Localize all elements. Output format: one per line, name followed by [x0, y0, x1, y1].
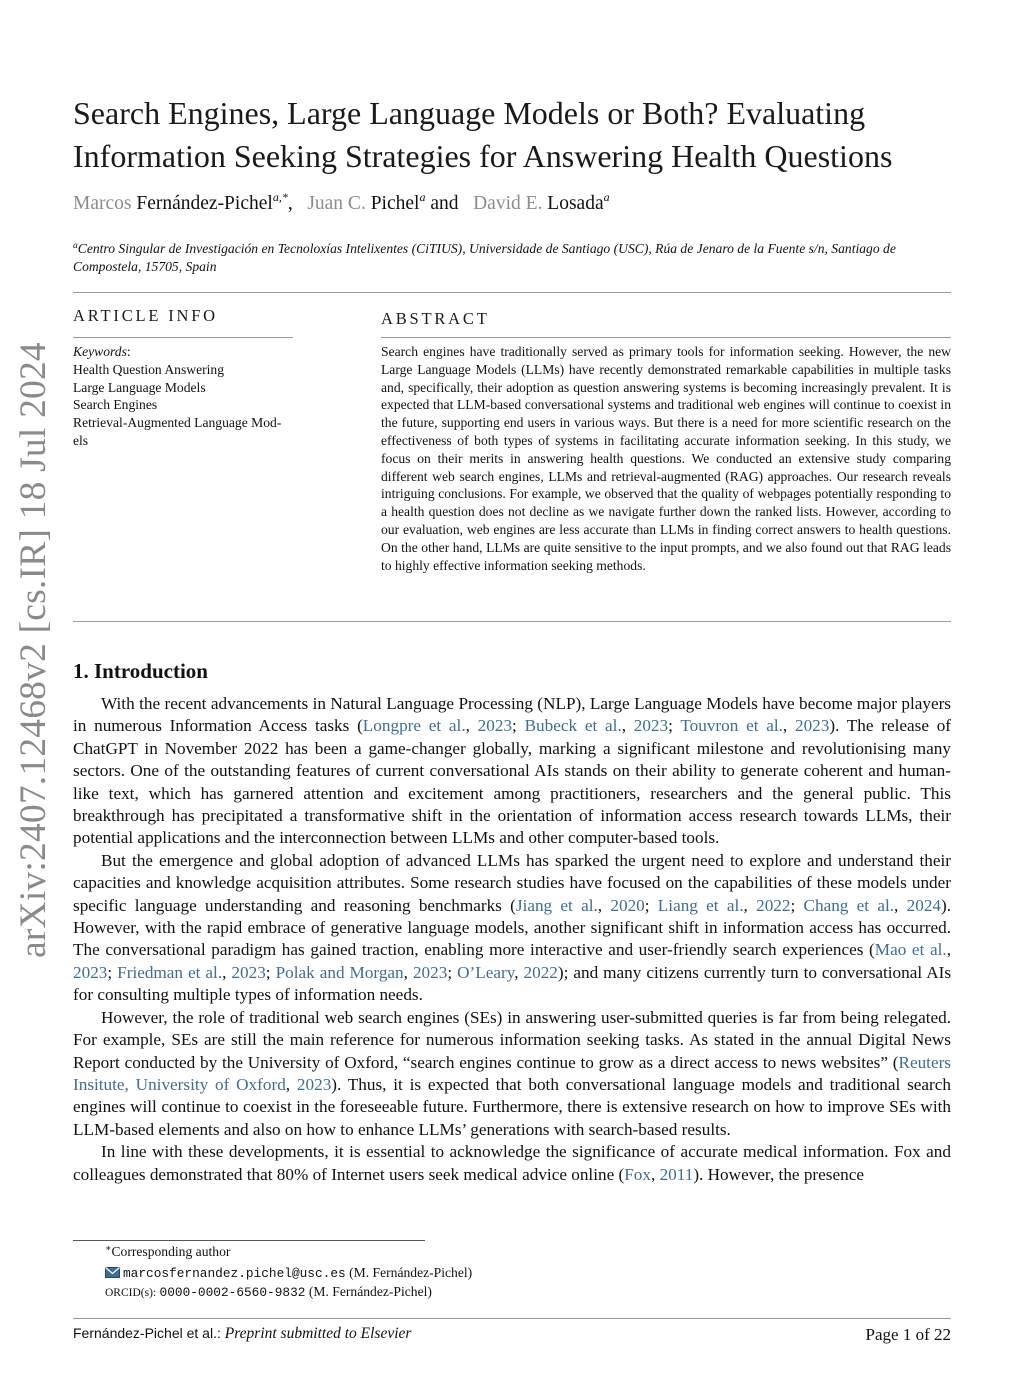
body-text: ;: [790, 895, 804, 915]
body-paragraph: [73, 1007, 951, 1141]
citation-link[interactable]: 2022: [523, 962, 558, 982]
keyword-item: Health Question Answering: [73, 361, 225, 377]
body-text: But the emergence and global adoption of advanced LLMs has sparked the urgent need to explore and understand their capacities and knowledge acquisition attributes. Some research studies have focused on the capabilities of these models under specific language understanding and reasoning benchmarks (: [73, 850, 951, 915]
keyword-item: Retrieval-Augmented Language Mod-: [73, 415, 282, 431]
footer-left: Fernández-Pichel et al.: Preprint submitted to Elsevier: [73, 1325, 412, 1342]
arxiv-side-stamp: arXiv:2407.12468v2 [cs.IR] 18 Jul 2024: [13, 342, 54, 958]
abstract-heading: ABSTRACT: [381, 309, 490, 328]
citation-link[interactable]: O’Leary: [457, 962, 515, 982]
citation-link[interactable]: Friedman et al.: [117, 962, 223, 982]
citation-link[interactable]: Jiang et al.: [515, 895, 598, 915]
citation-link[interactable]: Longpre et al.: [362, 716, 466, 736]
body-text: ,: [743, 895, 757, 915]
abstract-text: Search engines have traditionally served as primary tools for information seeking. However, the new Large Language Models (LLMs) have recently demonstrated remarkable capabilities in multiple tasks and, specifically, their adoption as question answering systems is becoming increasingly prevalent. It is expected that LLM-based conversational systems and traditional web engines will continue to coexist in the future, supporting end users in various ways. But there is a need for more scientific research on the effectiveness of both types of systems in facilitating accurate information seeking. In this study, we focus on their merits in answering health questions. We conducted an extensive study comparing different web search engines, LLMs and retrieval-augmented (RAG) approaches. Our research reveals intriguing conclusions. For example, we observed that the quality of webpages potentially responding to a health question does not decline as we navigate further down the ranked lists. However, according to our evaluation, web engines are less accurate than LLMs in finding correct answers to health questions. On the other hand, LLMs are quite sensitive to the input prompts, and we also found out that RAG leads to highly effective information seeking methods.: [381, 344, 951, 573]
article-info-heading: ARTICLE INFO: [73, 306, 218, 325]
body-text: ;: [107, 962, 118, 982]
body-text: ,: [403, 962, 413, 982]
citation-link[interactable]: 2023: [296, 1074, 332, 1094]
author-2[interactable]: Juan C. Pichel$^a$: [307, 190, 426, 214]
keyword-item: Large Language Models: [73, 379, 206, 395]
author-list: Marcos Fernández-Pichel$^{a,*}$, Juan C. Pichel$^a$ and David E. Losada$^a$: [73, 190, 610, 214]
keyword-item: els: [73, 432, 89, 448]
footnote-orcid: ORCID(s): 0000-0002-6560-9832 (M. Fernández-Pichel): [105, 1284, 432, 1300]
body-text: ;: [644, 895, 658, 915]
footer-rule: [73, 1318, 951, 1319]
keywords-label: Keywords: [73, 344, 127, 359]
citation-link[interactable]: Reuters Insitute, University of Oxford: [73, 1052, 951, 1094]
citation-link[interactable]: Polak and Morgan: [275, 962, 404, 982]
citation-link[interactable]: 2023: [73, 962, 108, 982]
body-paragraph: [73, 1141, 951, 1186]
citation-link[interactable]: Bubeck et al.: [524, 716, 622, 736]
body-paragraph: [73, 693, 951, 850]
body-text: ). However, the presence: [693, 1164, 864, 1184]
divider-article-info: [73, 337, 293, 338]
body-text: ). The release of ChatGPT in November 2022 has been a game-changer globally, marking a significant milestone and revolutionising many sectors. One of the outstanding features of current conversational AIs stands on their ability to generate coherent and human-like text, which has garnered attention and excitement among practitioners, researchers and the general public. This breakthrough has precipitated a transformative shift in the orientation of information access research towards LLMs, their potential applications and the interconnection between LLMs and other computer-based tools.: [73, 716, 952, 848]
envelope-icon: [105, 1267, 120, 1278]
section-heading-introduction: 1. Introduction: [73, 659, 208, 683]
body-text: In line with these developments, it is essential to acknowledge the significance of accurate medical information. Fox and colleagues demonstrated that 80% of Internet users seek medical advice online (: [73, 1142, 951, 1184]
body-text: ,: [597, 895, 611, 915]
author-3[interactable]: David E. Losada$^a$: [473, 190, 610, 214]
citation-link[interactable]: Chang et al.: [803, 895, 895, 915]
keywords-block: Keywords: Health Question Answering Large Language Models Search Engines Retrieval-Augmented Language Mod- els: [73, 343, 305, 450]
citation-link[interactable]: 2023: [412, 962, 448, 982]
divider-abstract: [381, 337, 951, 338]
body-text: ,: [222, 962, 232, 982]
citation-link[interactable]: 2023: [231, 962, 266, 982]
body-text: ). Thus, it is expected that both conversational language models and traditional search engines will continue to coexist in the foreseeable future. Furthermore, there is extensive research on how to improve SEs with LLM-based elements and also on how to enhance LLMs’ generations with search-based results.: [73, 1074, 951, 1139]
orcid-link[interactable]: 0000-0002-6560-9832: [159, 1285, 306, 1300]
body-paragraph: [73, 850, 951, 1007]
citation-link[interactable]: 2011: [659, 1164, 694, 1184]
affiliation: $^a$Centro Singular de Investigación en Tecnoloxías Intelixentes (CiTIUS), Universidade de Santiago (USC), Rúa de Jenaro de la Fuente s/n, Santiago de Compostela, 15705, Spain: [73, 241, 896, 274]
citation-link[interactable]: Touvron et al.: [680, 716, 783, 736]
citation-link[interactable]: 2022: [756, 895, 791, 915]
introduction-body: [73, 693, 951, 1186]
keyword-item: Search Engines: [73, 397, 158, 413]
citation-link[interactable]: 2024: [906, 895, 941, 915]
body-text: ,: [650, 1164, 660, 1184]
body-text: ;: [668, 716, 681, 736]
body-text: ;: [265, 962, 276, 982]
body-text: ,: [782, 716, 795, 736]
divider-top: [73, 292, 951, 293]
body-text: ). However, with the rapid embrace of generative language models, another significant shift in information access has occurred. The conversational paradigm has gained traction, enabling more interactive and user-friendly search experiences (: [73, 895, 952, 960]
body-text: ,: [465, 716, 478, 736]
body-text: ;: [512, 716, 525, 736]
citation-link[interactable]: 2023: [633, 716, 669, 736]
body-text: ,: [621, 716, 634, 736]
body-text: However, the role of traditional web search engines (SEs) in answering user-submitted queries is far from being relegated. For example, SEs are still the main reference for numerous information seeking tasks. As stated in the annual Digital News Report conducted by the University of Oxford, “search engines continue to grow as a direct access to news websites” (: [73, 1007, 951, 1072]
author-1[interactable]: Marcos Fernández-Pichel$^{a,*}$: [73, 190, 288, 214]
divider-bottom: [73, 621, 951, 622]
citation-link[interactable]: 2023: [794, 716, 830, 736]
footnote-corresponding: ∗Corresponding author: [105, 1244, 231, 1259]
citation-link[interactable]: Liang et al.: [657, 895, 744, 915]
citation-link[interactable]: 2023: [477, 716, 513, 736]
paper-title: Search Engines, Large Language Models or Both? Evaluating Information Seeking Strategies for Answering Health Questions: [73, 95, 893, 174]
body-text: ;: [447, 962, 458, 982]
citation-link[interactable]: 2020: [610, 895, 645, 915]
citation-link[interactable]: Mao et al.: [874, 940, 947, 960]
body-text: ,: [285, 1074, 297, 1094]
citation-link[interactable]: Fox: [624, 1164, 651, 1184]
footnote-email: marcosfernandez.pichel@usc.es (M. Fernández-Pichel): [105, 1265, 472, 1281]
body-text: ,: [946, 940, 951, 960]
body-text: With the recent advancements in Natural Language Processing (NLP), Large Language Models have become major players in numerous Information Access tasks (: [73, 694, 951, 736]
body-text: ); and many citizens currently turn to conversational AIs for consulting multiple types of information needs.: [73, 962, 952, 1005]
footnote-rule: [73, 1240, 425, 1241]
body-text: ,: [894, 895, 907, 915]
email-link[interactable]: marcosfernandez.pichel@usc.es: [123, 1266, 346, 1281]
page-number: Page 1 of 22: [865, 1325, 951, 1344]
body-text: ,: [514, 962, 524, 982]
